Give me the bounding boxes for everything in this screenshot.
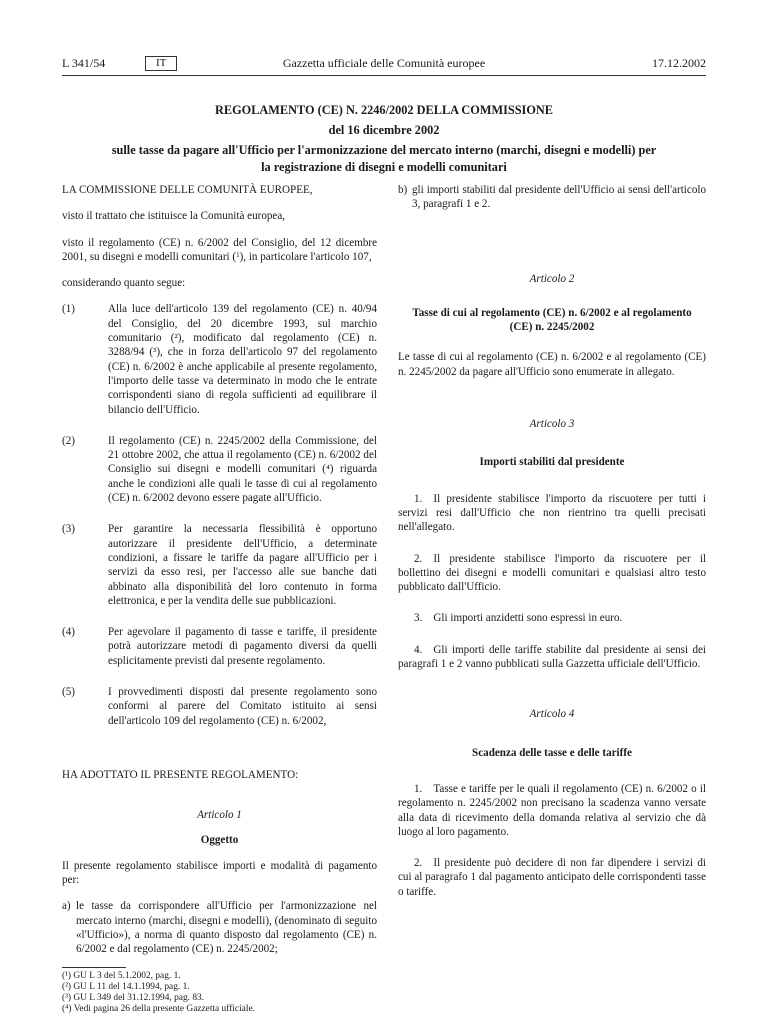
recital-4: (4) Per agevolare il pagamento di tasse e tariffe, il presidente potrà autorizzare metodi di pagamento diversi da quelli esplicitamente previsti dal presente regolamento. (62, 626, 377, 667)
regulation-number: REGOLAMENTO (CE) N. 2246/2002 DELLA COMMISSIONE (215, 103, 553, 117)
recital-5: (5) I provvedimenti disposti dal presente regolamento sono conformi al parere del Comitato istituito ai sensi dell'articolo 109 del regolamento (CE) n. 6/2002, (62, 686, 377, 727)
recital-1: (1) Alla luce dell'articolo 139 del regolamento (CE) n. 40/94 del Consiglio, del 20 dicembre 1993, sul marchio comunitario (²), modificato dal regolamento (CE) n. 3288/94 (³), che in forza dell'articolo 97 del regolamento (CE) n. 6/2002 è anche applicabile al presente regolamento, l'importo delle tasse va determinato in modo che le entrate corrispondenti siano di regola sufficienti ad equilibrare il bilancio dell'Ufficio. (62, 303, 377, 416)
footnote-3: (³) GU L 349 del 31.12.1994, pag. 83. (62, 993, 205, 1004)
article-3-para-4: 4. Gli importi delle tariffe stabilite dal presidente ai sensi dei paragrafi 1 e 2 vanno pubblicati sulla Gazzetta ufficiale dell'Ufficio. (398, 643, 706, 671)
article-3-heading: Articolo 3 (529, 418, 575, 431)
journal-reference: L 341/54 (62, 56, 106, 70)
article-1-intro: Il presente regolamento stabilisce importi e modalità di pagamento per: (62, 859, 377, 887)
article-1-heading: Articolo 1 (197, 809, 242, 822)
footnotes (62, 967, 377, 1016)
journal-date: 17.12.2002 (652, 56, 706, 70)
article-2-title: Tasse di cui al regolamento (CE) n. 6/2002 e al regolamento (CE) n. 2245/2002 (412, 306, 692, 334)
article-4-para-2: 2. Il presidente può decidere di non far dipendere i servizi di cui al paragrafo 1 dal pagamento anticipato delle corrispondenti tasse o tariffe. (398, 857, 706, 898)
regulation-date: del 16 dicembre 2002 (328, 123, 440, 137)
article-1-title: Oggetto (200, 833, 239, 846)
recital-3: (3) Per garantire la necessaria flessibilità è opportuno autorizzare il presidente dell'Ufficio, a determinate condizioni, a fissare le tariffe da pagare all'Ufficio per i servizi da esso resi, per l'accesso alle sue banche dati abbinato alla disponibilità del loro contenuto in forma elettronica, e per la vendita delle sue pubblicazioni. (62, 523, 377, 607)
regulation-title (62, 102, 706, 176)
article-3-para-2: 2. Il presidente stabilisce l'importo da riscuotere per il bollettino dei disegni e modelli comunitari e qualsiasi altro testo pubblicato dall'Ufficio. (398, 552, 706, 594)
article-2-text: Le tasse di cui al regolamento (CE) n. 6/2002 e al regolamento (CE) n. 2245/2002 da pagare all'Ufficio sono enumerate in allegato. (398, 351, 706, 378)
visto-treaty: visto il trattato che istituisce la Comunità europea, (62, 210, 286, 223)
footnote-4: (⁴) Vedi pagina 26 della presente Gazzetta ufficiale. (62, 1004, 255, 1015)
intro-line: LA COMMISSIONE DELLE COMUNITÀ EUROPEE, (62, 184, 313, 196)
left-column (62, 183, 377, 1016)
article-2-heading: Articolo 2 (529, 272, 575, 285)
article-3-para-3: 3. Gli importi anzidetti sono espressi in euro. (414, 612, 623, 625)
language-badge: IT (145, 56, 177, 71)
article-4-heading: Articolo 4 (529, 708, 575, 721)
right-column (398, 183, 706, 899)
footnote-rule (62, 967, 126, 968)
considerando-line: considerando quanto segue: (62, 277, 186, 290)
visto-regulation: visto il regolamento (CE) n. 6/2002 del Consiglio, del 12 dicembre 2001, su disegni e modelli comunitari ($^1$), in particolare l'articolo 107, (62, 236, 377, 263)
regulation-subject: sulle tasse da pagare all'Ufficio per l'armonizzazione del mercato interno (marchi, disegni e modelli) per la registrazione di disegni e modelli comunitari (111, 143, 657, 174)
article-3-para-1: 1. Il presidente stabilisce l'importo da riscuotere per tutti i servizi resi dall'Ufficio che non rientrino tra quelli precisati nell'allegato. (398, 492, 706, 534)
footnote-1: (¹) GU L 3 del 5.1.2002, pag. 1. (62, 970, 181, 981)
article-4-para-1: 1. Tasse e tariffe per le quali il regolamento (CE) n. 6/2002 o il regolamento n. 2245/2002 non precisano la scadenza vanno versate alla data di ricevimento della domanda relativa al servizio che dà luogo al loro pagamento. (398, 782, 706, 838)
article-1-item-a: a) le tasse da corrispondere all'Ufficio per l'armonizzazione nel mercato interno (marchi, disegni e modelli), (denominato di seguito «l'Ufficio»), a norma di quanto disposto dal regolamento (CE) n. 6/2002 e dal regolamento (CE) n. 2245/2002; (62, 900, 377, 956)
journal-title: Gazzetta ufficiale delle Comunità europee (282, 56, 486, 70)
article-4-title: Scadenza delle tasse e delle tariffe (472, 746, 632, 759)
recital-2: (2) Il regolamento (CE) n. 2245/2002 della Commissione, del 21 ottobre 2002, che attua il regolamento (CE) n. 6/2002 del Consiglio sui disegni e modelli comunitari (⁴) riguarda anche le condizioni alle quali le tasse di cui al regolamento (CE) n. 6/2002 devono essere pagate all'Ufficio. (62, 434, 377, 505)
footnote-2: (²) GU L 11 del 14.1.1994, pag. 1. (62, 981, 190, 992)
adopted-line: HA ADOTTATO IL PRESENTE REGOLAMENTO: (62, 768, 299, 781)
header-rule (62, 75, 706, 76)
article-1-item-b: b) gli importi stabiliti dal presidente dell'Ufficio ai sensi dell'articolo 3, paragrafi 1 e 2. (398, 184, 706, 211)
article-3-title: Importi stabiliti dal presidente (479, 456, 625, 469)
